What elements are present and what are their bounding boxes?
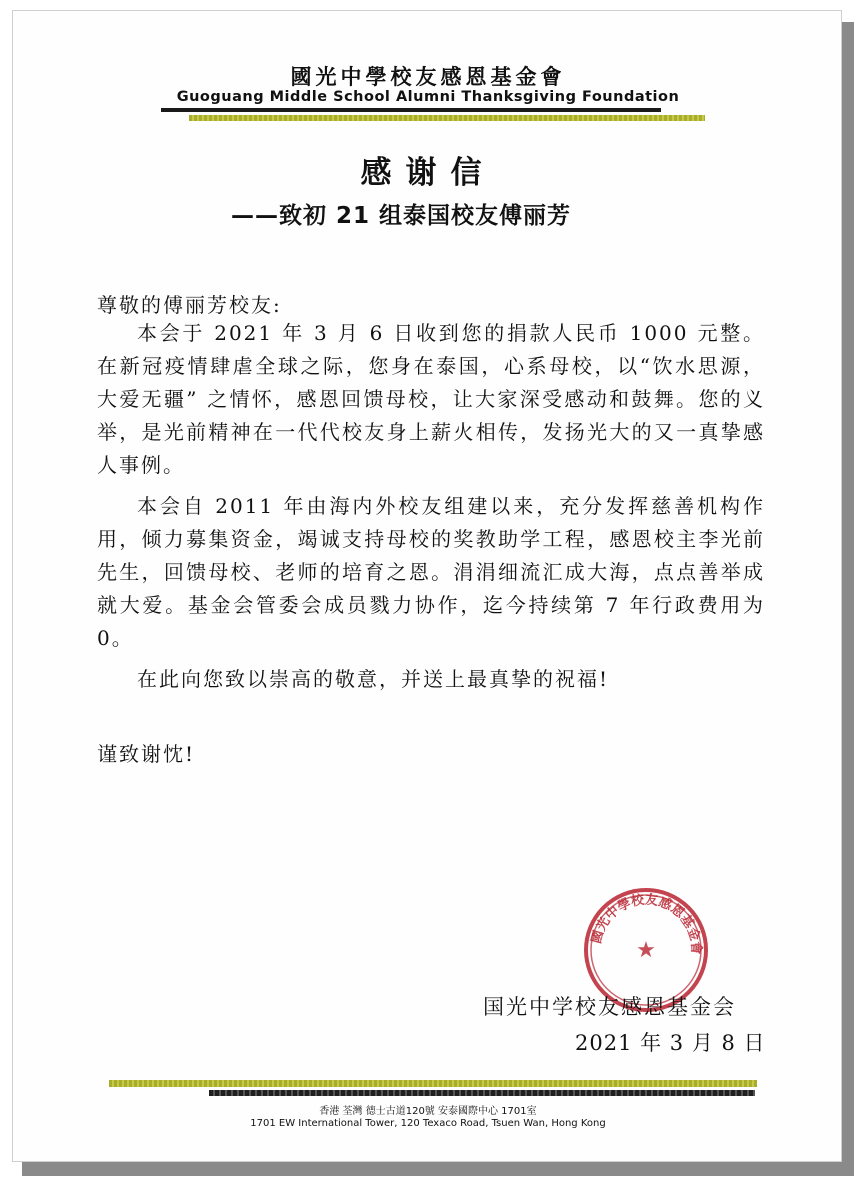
footer-divider-olive: [109, 1080, 757, 1087]
footer-address-cn: 香港 荃灣 德士古道120號 安泰國際中心 1701室: [319, 1106, 537, 1117]
svg-text:★: ★: [636, 938, 656, 963]
signature-date: 2021 年 3 月 8 日: [575, 1031, 766, 1055]
letter-body: [97, 317, 765, 704]
svg-text:國光中學校友感恩基金會: 國光中學校友感恩基金會: [589, 892, 704, 955]
body-paragraph-1: 本会于 2021 年 3 月 6 日收到您的捐款人民币 1000 元整。在新冠疫情肆虐全球之际，您身在泰国，心系母校，以“饮水思源，大爱无疆” 之情怀，感恩回馈母校，让大家深受感动和鼓舞。您的义举，是光前精神在一代代校友身上薪火相传，发扬光大的又一真挚感人事例。: [97, 321, 765, 477]
footer-divider-dark: [209, 1090, 755, 1096]
letter-page: [12, 10, 842, 1162]
letterhead-name-cn: 國光中學校友感恩基金會: [290, 65, 566, 89]
greeting: 尊敬的傅丽芳校友:: [97, 293, 282, 317]
salutation: 谨致谢忱!: [97, 742, 196, 766]
header-divider-olive: [189, 115, 705, 121]
body-paragraph-3: 在此向您致以崇高的敬意，并送上最真挚的祝福!: [137, 667, 610, 691]
footer-address-en: 1701 EW International Tower, 120 Texaco Road, Tsuen Wan, Hong Kong: [250, 1118, 606, 1129]
body-paragraph-2: 本会自 2011 年由海内外校友组建以来，充分发挥慈善机构作用，倾力募集资金，竭诚支持母校的奖教助学工程，感恩校主李光前先生，回馈母校、老师的培育之恩。涓涓细流汇成大海，点点善举成就大爱。基金会管委会成员戮力协作，迄今持续第 7 年行政费用为 0。: [97, 494, 765, 650]
signer-name: 国光中学校友感恩基金会: [483, 995, 736, 1019]
letter-title: 感谢信: [360, 155, 496, 191]
header-divider-dark: [161, 108, 661, 112]
letter-subtitle: ——致初 21 组泰国校友傅丽芳: [231, 203, 572, 229]
letterhead-name-en: Guoguang Middle School Alumni Thanksgiving Foundation: [176, 89, 680, 105]
